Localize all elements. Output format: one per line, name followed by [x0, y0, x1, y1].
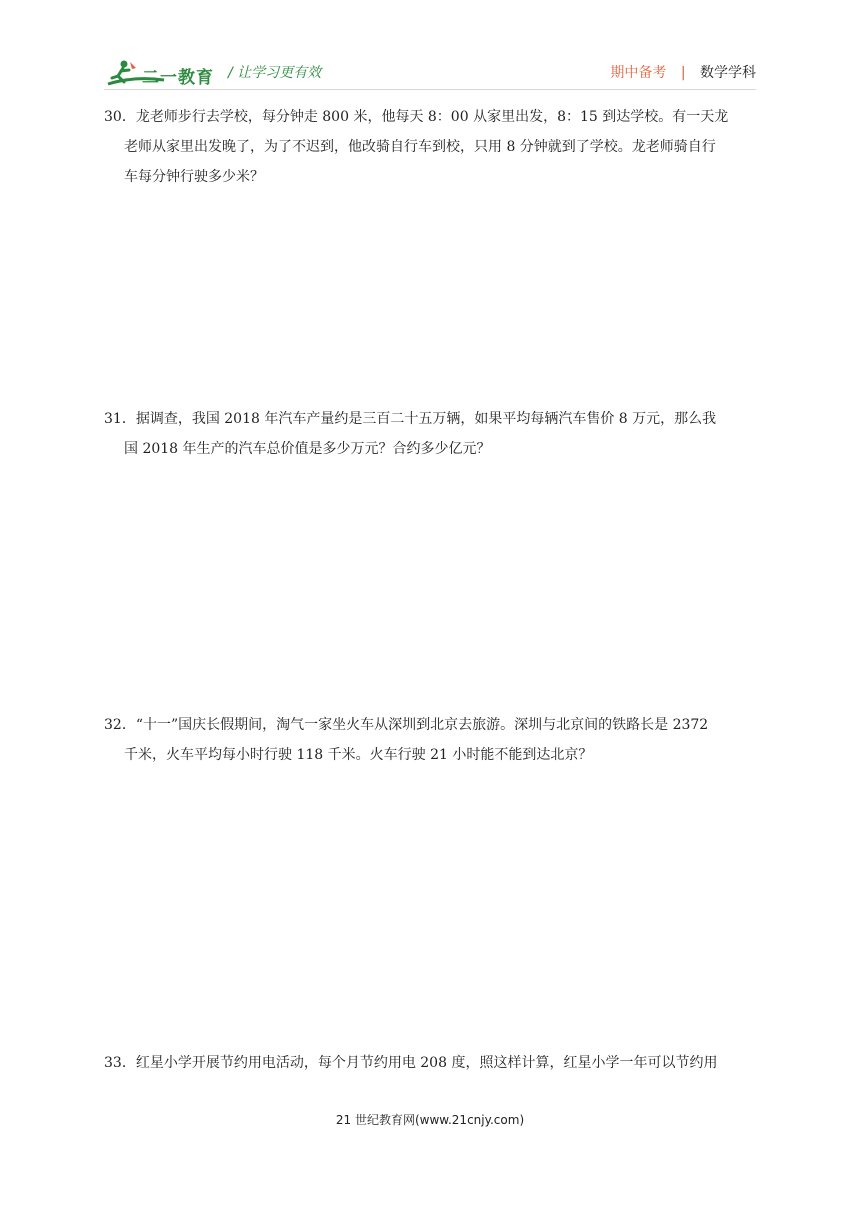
question-number: 33．	[104, 1055, 136, 1071]
question-number: 30．	[104, 109, 136, 125]
question-33	[104, 1048, 756, 1078]
question-line: 千米，火车平均每小时行驶 118 千米。火车行驶 21 小时能不能到达北京？	[124, 747, 593, 763]
question-line: 据调查，我国 2018 年汽车产量约是三百二十五万辆，如果平均每辆汽车售价 8 万元，那么我	[135, 411, 717, 427]
exam-tag: 期中备考	[610, 65, 667, 81]
question-32	[104, 710, 756, 770]
header-separator: |	[680, 65, 686, 81]
question-line: 红星小学开展节约用电活动，每个月节约用电 208 度，照这样计算，红星小学一年可以节约用	[135, 1055, 718, 1071]
subject-label: 数学学科	[700, 65, 756, 81]
logo-text: 二一教育	[142, 68, 214, 88]
question-line: 车每分钟行驶多少米？	[124, 169, 264, 185]
question-31	[104, 404, 756, 464]
page-footer: 21 世纪教育网(www.21cnjy.com)	[335, 1113, 525, 1127]
question-number: 32．	[104, 717, 136, 733]
page-header	[0, 0, 860, 100]
question-line: 老师从家里出发晚了，为了不迟到，他改骑自行车到校，只用 8 分钟就到了学校。龙老师骑自行	[124, 139, 716, 155]
slogan: / 让学习更有效	[228, 65, 322, 81]
header-right	[610, 62, 756, 82]
question-line: “十一”国庆长假期间，淘气一家坐火车从深圳到北京去旅游。深圳与北京间的铁路长是 2372	[135, 717, 709, 733]
question-line: 国 2018 年生产的汽车总价值是多少万元？合约多少亿元？	[124, 441, 491, 457]
question-line: 龙老师步行去学校，每分钟走 800 米，他每天 8：00 从家里出发，8：15 到达学校。有一天龙	[135, 109, 729, 125]
header-divider	[104, 89, 756, 90]
question-number: 31．	[104, 411, 136, 427]
question-30	[104, 102, 756, 192]
